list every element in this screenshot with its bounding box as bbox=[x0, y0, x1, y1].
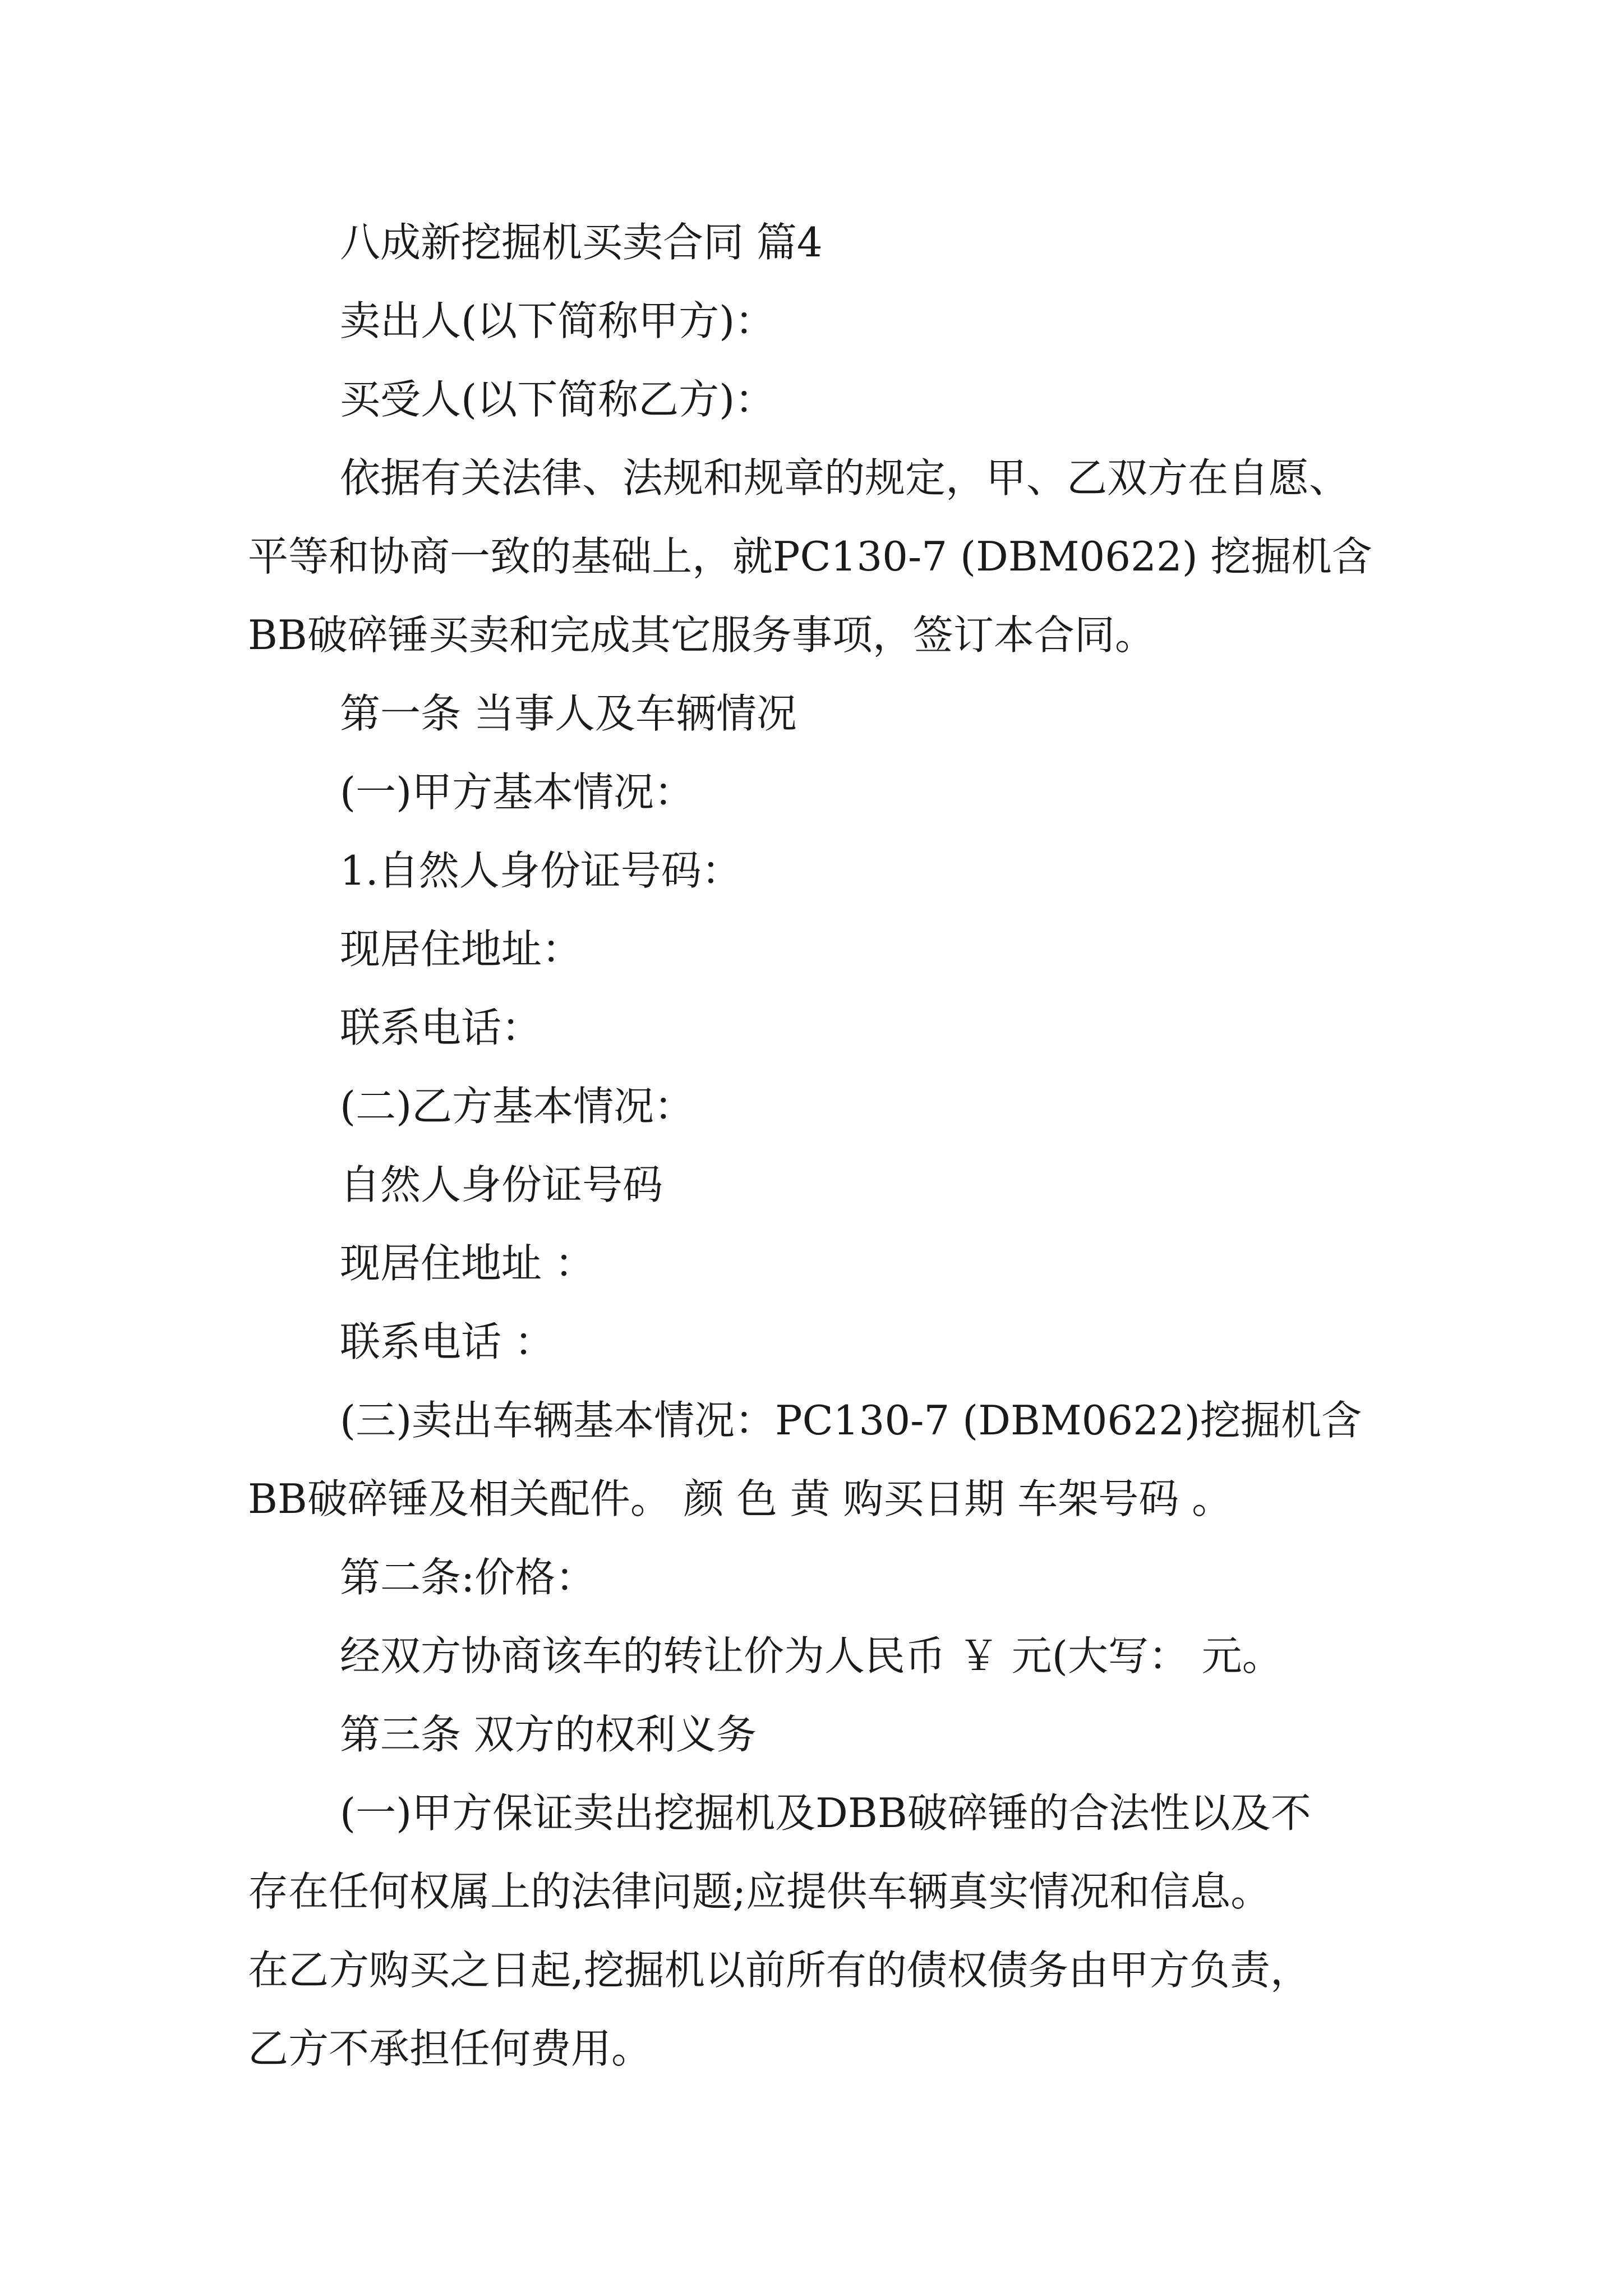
intro-line: 依据有关法律、法规和规章的规定，甲、乙双方在自愿、 bbox=[340, 454, 1350, 501]
intro-line: BB破碎锤买卖和完成其它服务事项，签订本合同。 bbox=[248, 611, 1155, 659]
obligations-line: 在乙方购买之日起,挖掘机以前所有的债权债务由甲方负责， bbox=[248, 1947, 1311, 1994]
obligations-line: 乙方不承担任何费用。 bbox=[248, 2025, 652, 2072]
intro-line: 平等和协商一致的基础上，就PC130-7 (DBM0622) 挖掘机含 bbox=[248, 533, 1372, 580]
article-3-heading: 第三条 双方的权利义务 bbox=[340, 1711, 757, 1758]
seller-line: 卖出人(以下简称甲方)： bbox=[340, 297, 776, 344]
obligations-paragraph bbox=[248, 1774, 1392, 2088]
contract-body bbox=[248, 203, 1392, 2088]
party-b-address-field: 现居住地址 ： bbox=[340, 1240, 595, 1287]
vehicle-info-paragraph bbox=[248, 1381, 1392, 1538]
article-2-heading: 第二条:价格： bbox=[340, 1554, 596, 1601]
intro-paragraph bbox=[248, 439, 1392, 674]
party-b-phone-field: 联系电话 ： bbox=[340, 1318, 555, 1365]
obligations-line: 存在任何权属上的法律问题;应提供车辆真实情况和信息。 bbox=[248, 1868, 1271, 1915]
party-b-heading: (二)乙方基本情况： bbox=[340, 1083, 695, 1130]
article-1-heading: 第一条 当事人及车辆情况 bbox=[340, 690, 797, 737]
party-a-id-field: 1.自然人身份证号码： bbox=[340, 847, 742, 894]
price-paragraph: 经双方协商该车的转让价为人民币 ￥ 元(大写： 元。 bbox=[340, 1632, 1283, 1680]
vehicle-info-line: (三)卖出车辆基本情况：PC130-7 (DBM0622)挖掘机含 bbox=[340, 1397, 1362, 1444]
party-b-id-field: 自然人身份证号码 bbox=[340, 1161, 663, 1208]
party-a-address-field: 现居住地址： bbox=[340, 926, 583, 973]
obligations-line: (一)甲方保证卖出挖掘机及DBB破碎锤的合法性以及不 bbox=[340, 1789, 1311, 1837]
party-a-phone-field: 联系电话： bbox=[340, 1004, 542, 1051]
vehicle-info-line: BB破碎锤及相关配件。 颜 色 黄 购买日期 车架号码 。 bbox=[248, 1475, 1233, 1522]
buyer-line: 买受人(以下简称乙方)： bbox=[340, 376, 776, 423]
party-a-heading: (一)甲方基本情况： bbox=[340, 769, 695, 816]
contract-title: 八成新挖掘机买卖合同 篇4 bbox=[340, 219, 823, 266]
